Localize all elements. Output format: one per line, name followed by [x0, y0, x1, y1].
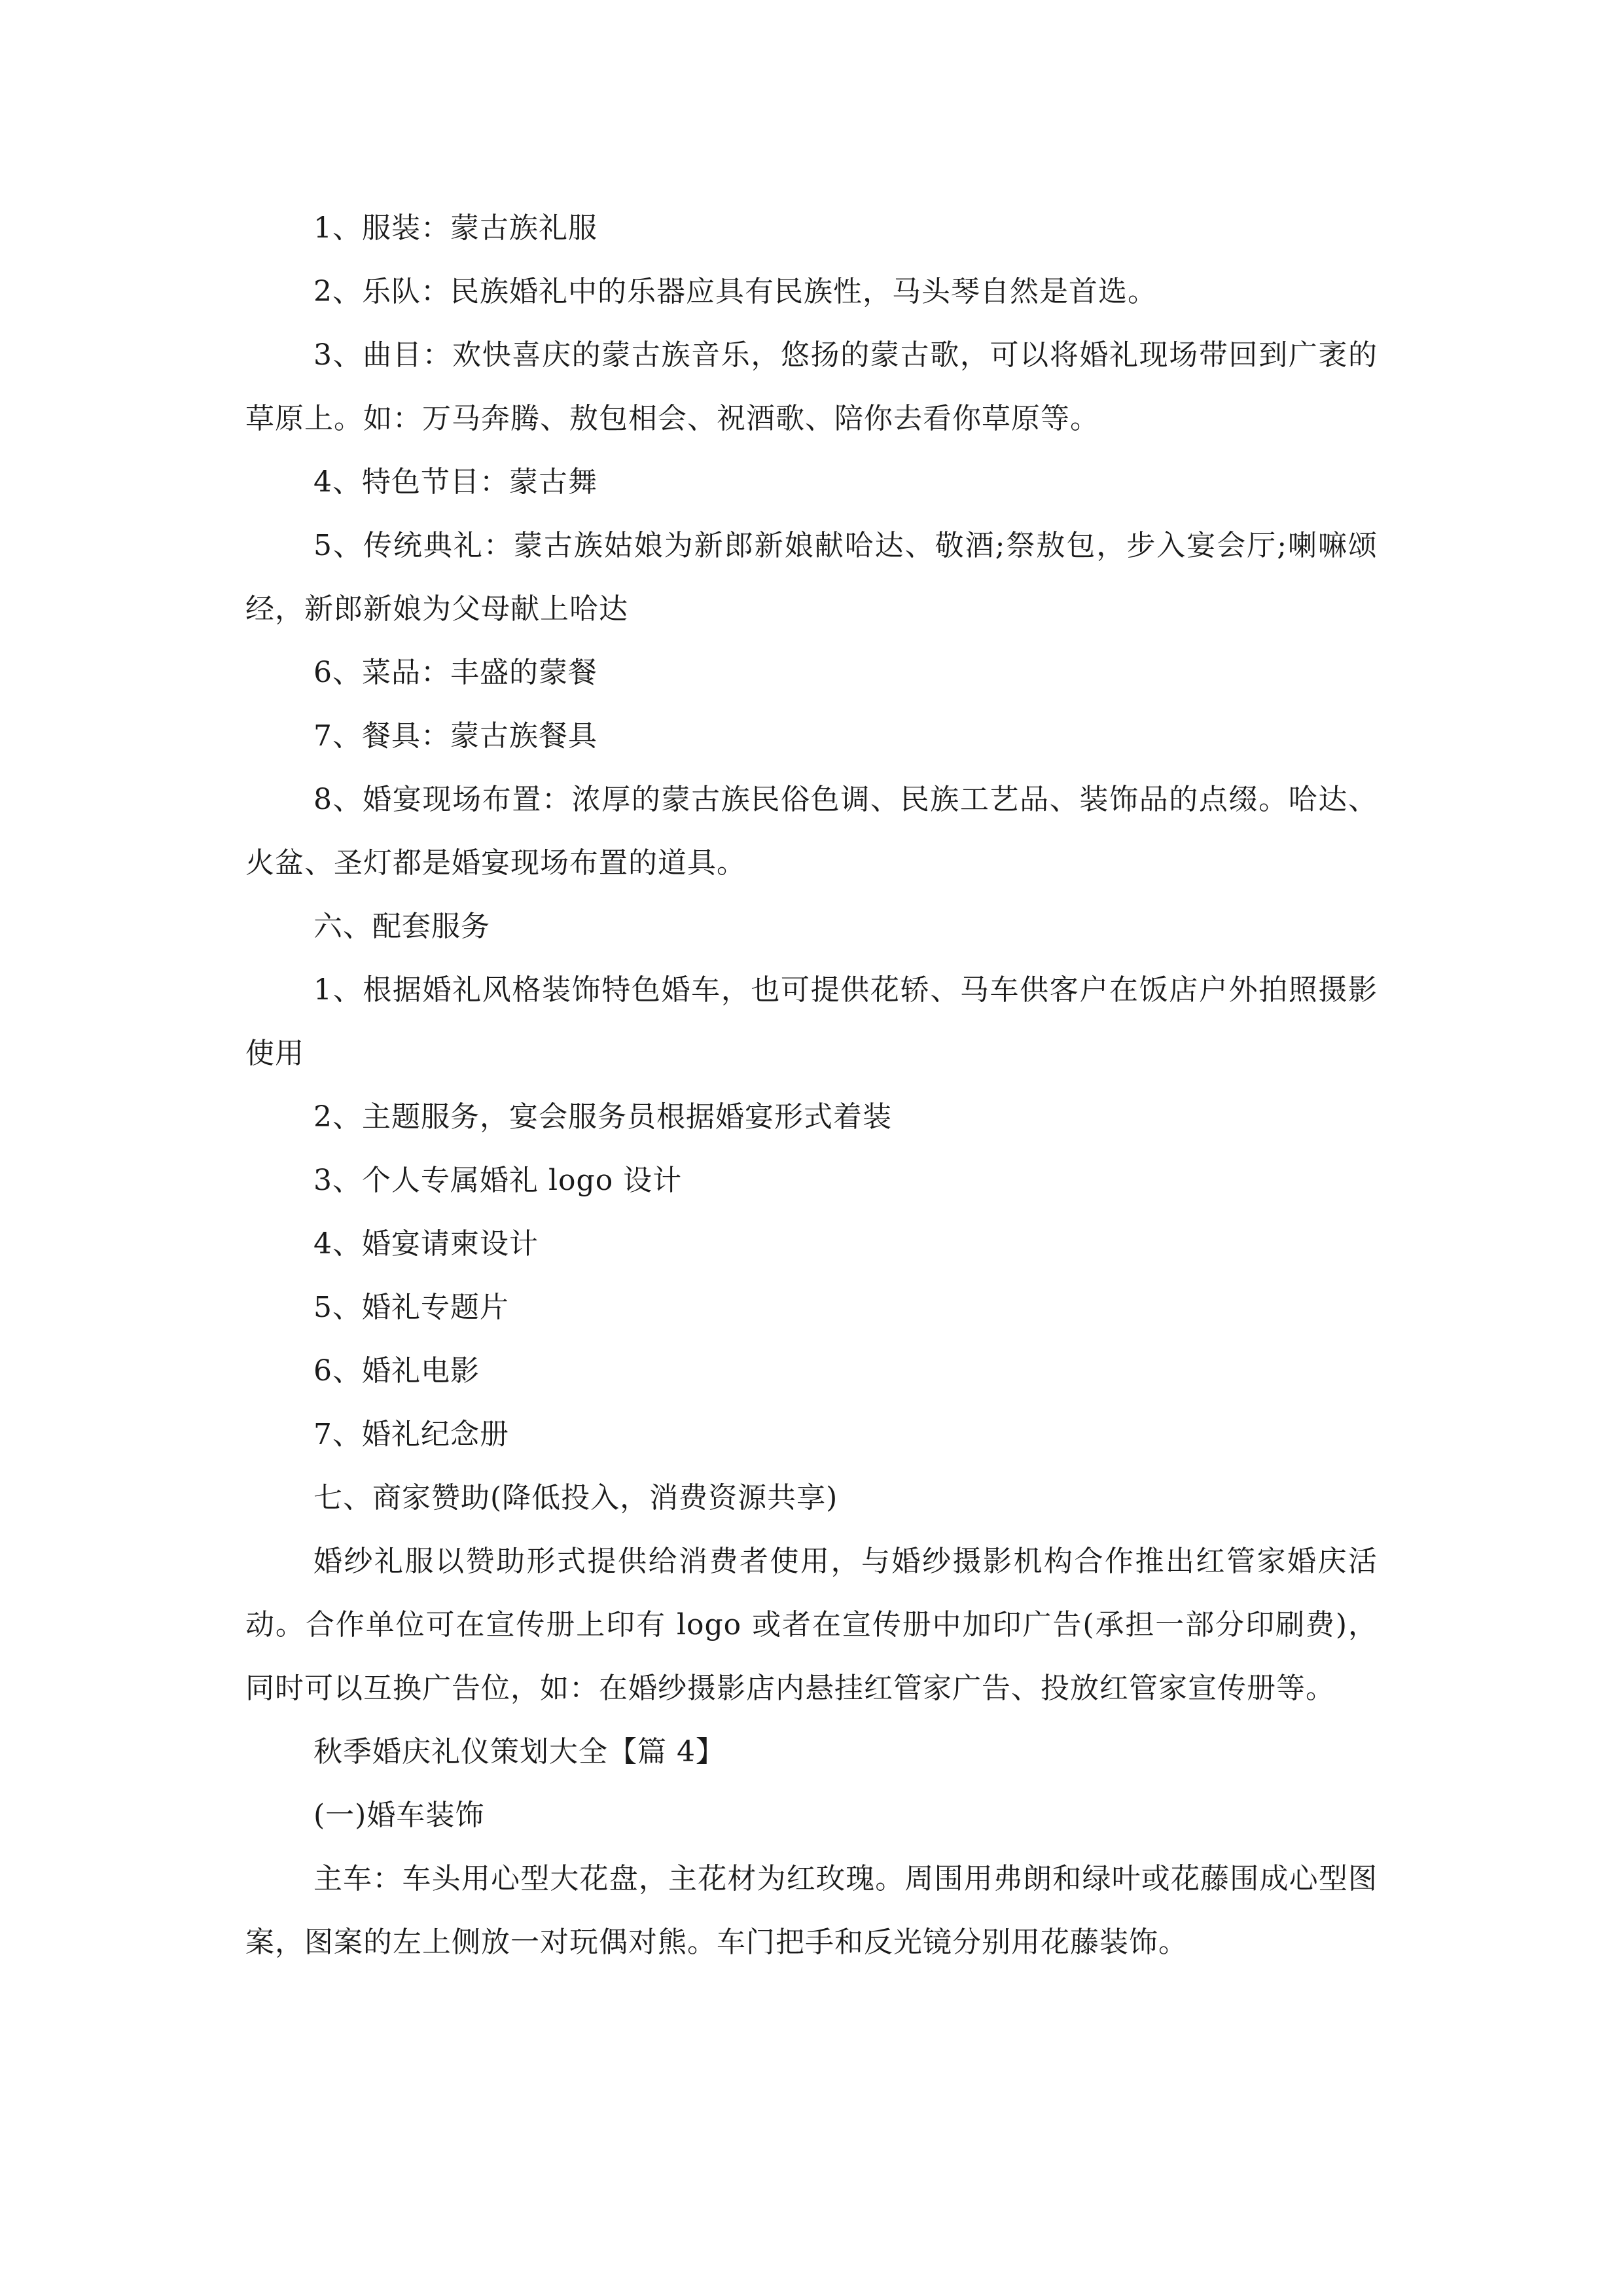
- paragraph-venue-decor: 8、婚宴现场布置：浓厚的蒙古族民俗色调、民族工艺品、装饰品的点缀。哈达、火盆、圣灯都是婚宴现场布置的道具。: [245, 783, 1378, 880]
- section-heading-sponsorship: 七、商家赞助(降低投入，消费资源共享): [313, 1481, 838, 1515]
- document-body: [245, 196, 1378, 1974]
- paragraph-invitation-design: 4、婚宴请柬设计: [313, 1227, 539, 1261]
- paragraph-dishes: 6、菜品：丰盛的蒙餐: [313, 656, 597, 689]
- paragraph-sponsorship: 婚纱礼服以赞助形式提供给消费者使用，与婚纱摄影机构合作推出红管家婚庆活动。合作单位可在宣传册上印有 logo 或者在宣传册中加印广告(承担一部分印刷费)，同时可以互换广告位，如：在婚纱摄影店内悬挂红管家广告、投放红管家宣传册等。: [245, 1545, 1378, 1705]
- paragraph-logo-design: 3、个人专属婚礼 logo 设计: [313, 1164, 683, 1197]
- paragraph-music: 3、曲目：欢快喜庆的蒙古族音乐，悠扬的蒙古歌，可以将婚礼现场带回到广袤的草原上。如：万马奔腾、敖包相会、祝酒歌、陪你去看你草原等。: [245, 338, 1378, 435]
- paragraph-program: 4、特色节目：蒙古舞: [313, 465, 597, 499]
- paragraph-ceremony: 5、传统典礼：蒙古族姑娘为新郎新娘献哈达、敬酒;祭敖包，步入宴会厅;喇嘛颂经，新郎新娘为父母献上哈达: [245, 529, 1378, 626]
- paragraph-tableware: 7、餐具：蒙古族餐具: [313, 719, 597, 753]
- paragraph-album: 7、婚礼纪念册: [313, 1418, 509, 1451]
- paragraph-wedding-film: 6、婚礼电影: [313, 1354, 480, 1388]
- paragraph-clothing: 1、服装：蒙古族礼服: [313, 211, 597, 245]
- paragraph-band: 2、乐队：民族婚礼中的乐器应具有民族性，马头琴自然是首选。: [313, 275, 1157, 308]
- paragraph-feature-video: 5、婚礼专题片: [313, 1291, 509, 1324]
- section-heading-services: 六、配套服务: [313, 910, 490, 943]
- section-heading-car-decor: (一)婚车装饰: [313, 1799, 485, 1832]
- chapter-title: 秋季婚庆礼仪策划大全【篇 4】: [313, 1735, 725, 1768]
- paragraph-wedding-car: 1、根据婚礼风格装饰特色婚车，也可提供花轿、马车供客户在饭店户外拍照摄影使用: [245, 973, 1378, 1070]
- paragraph-main-car: 主车：车头用心型大花盘，主花材为红玫瑰。周围用弗朗和绿叶或花藤围成心型图案，图案的左上侧放一对玩偶对熊。车门把手和反光镜分别用花藤装饰。: [245, 1862, 1378, 1959]
- paragraph-theme-service: 2、主题服务，宴会服务员根据婚宴形式着装: [313, 1100, 892, 1134]
